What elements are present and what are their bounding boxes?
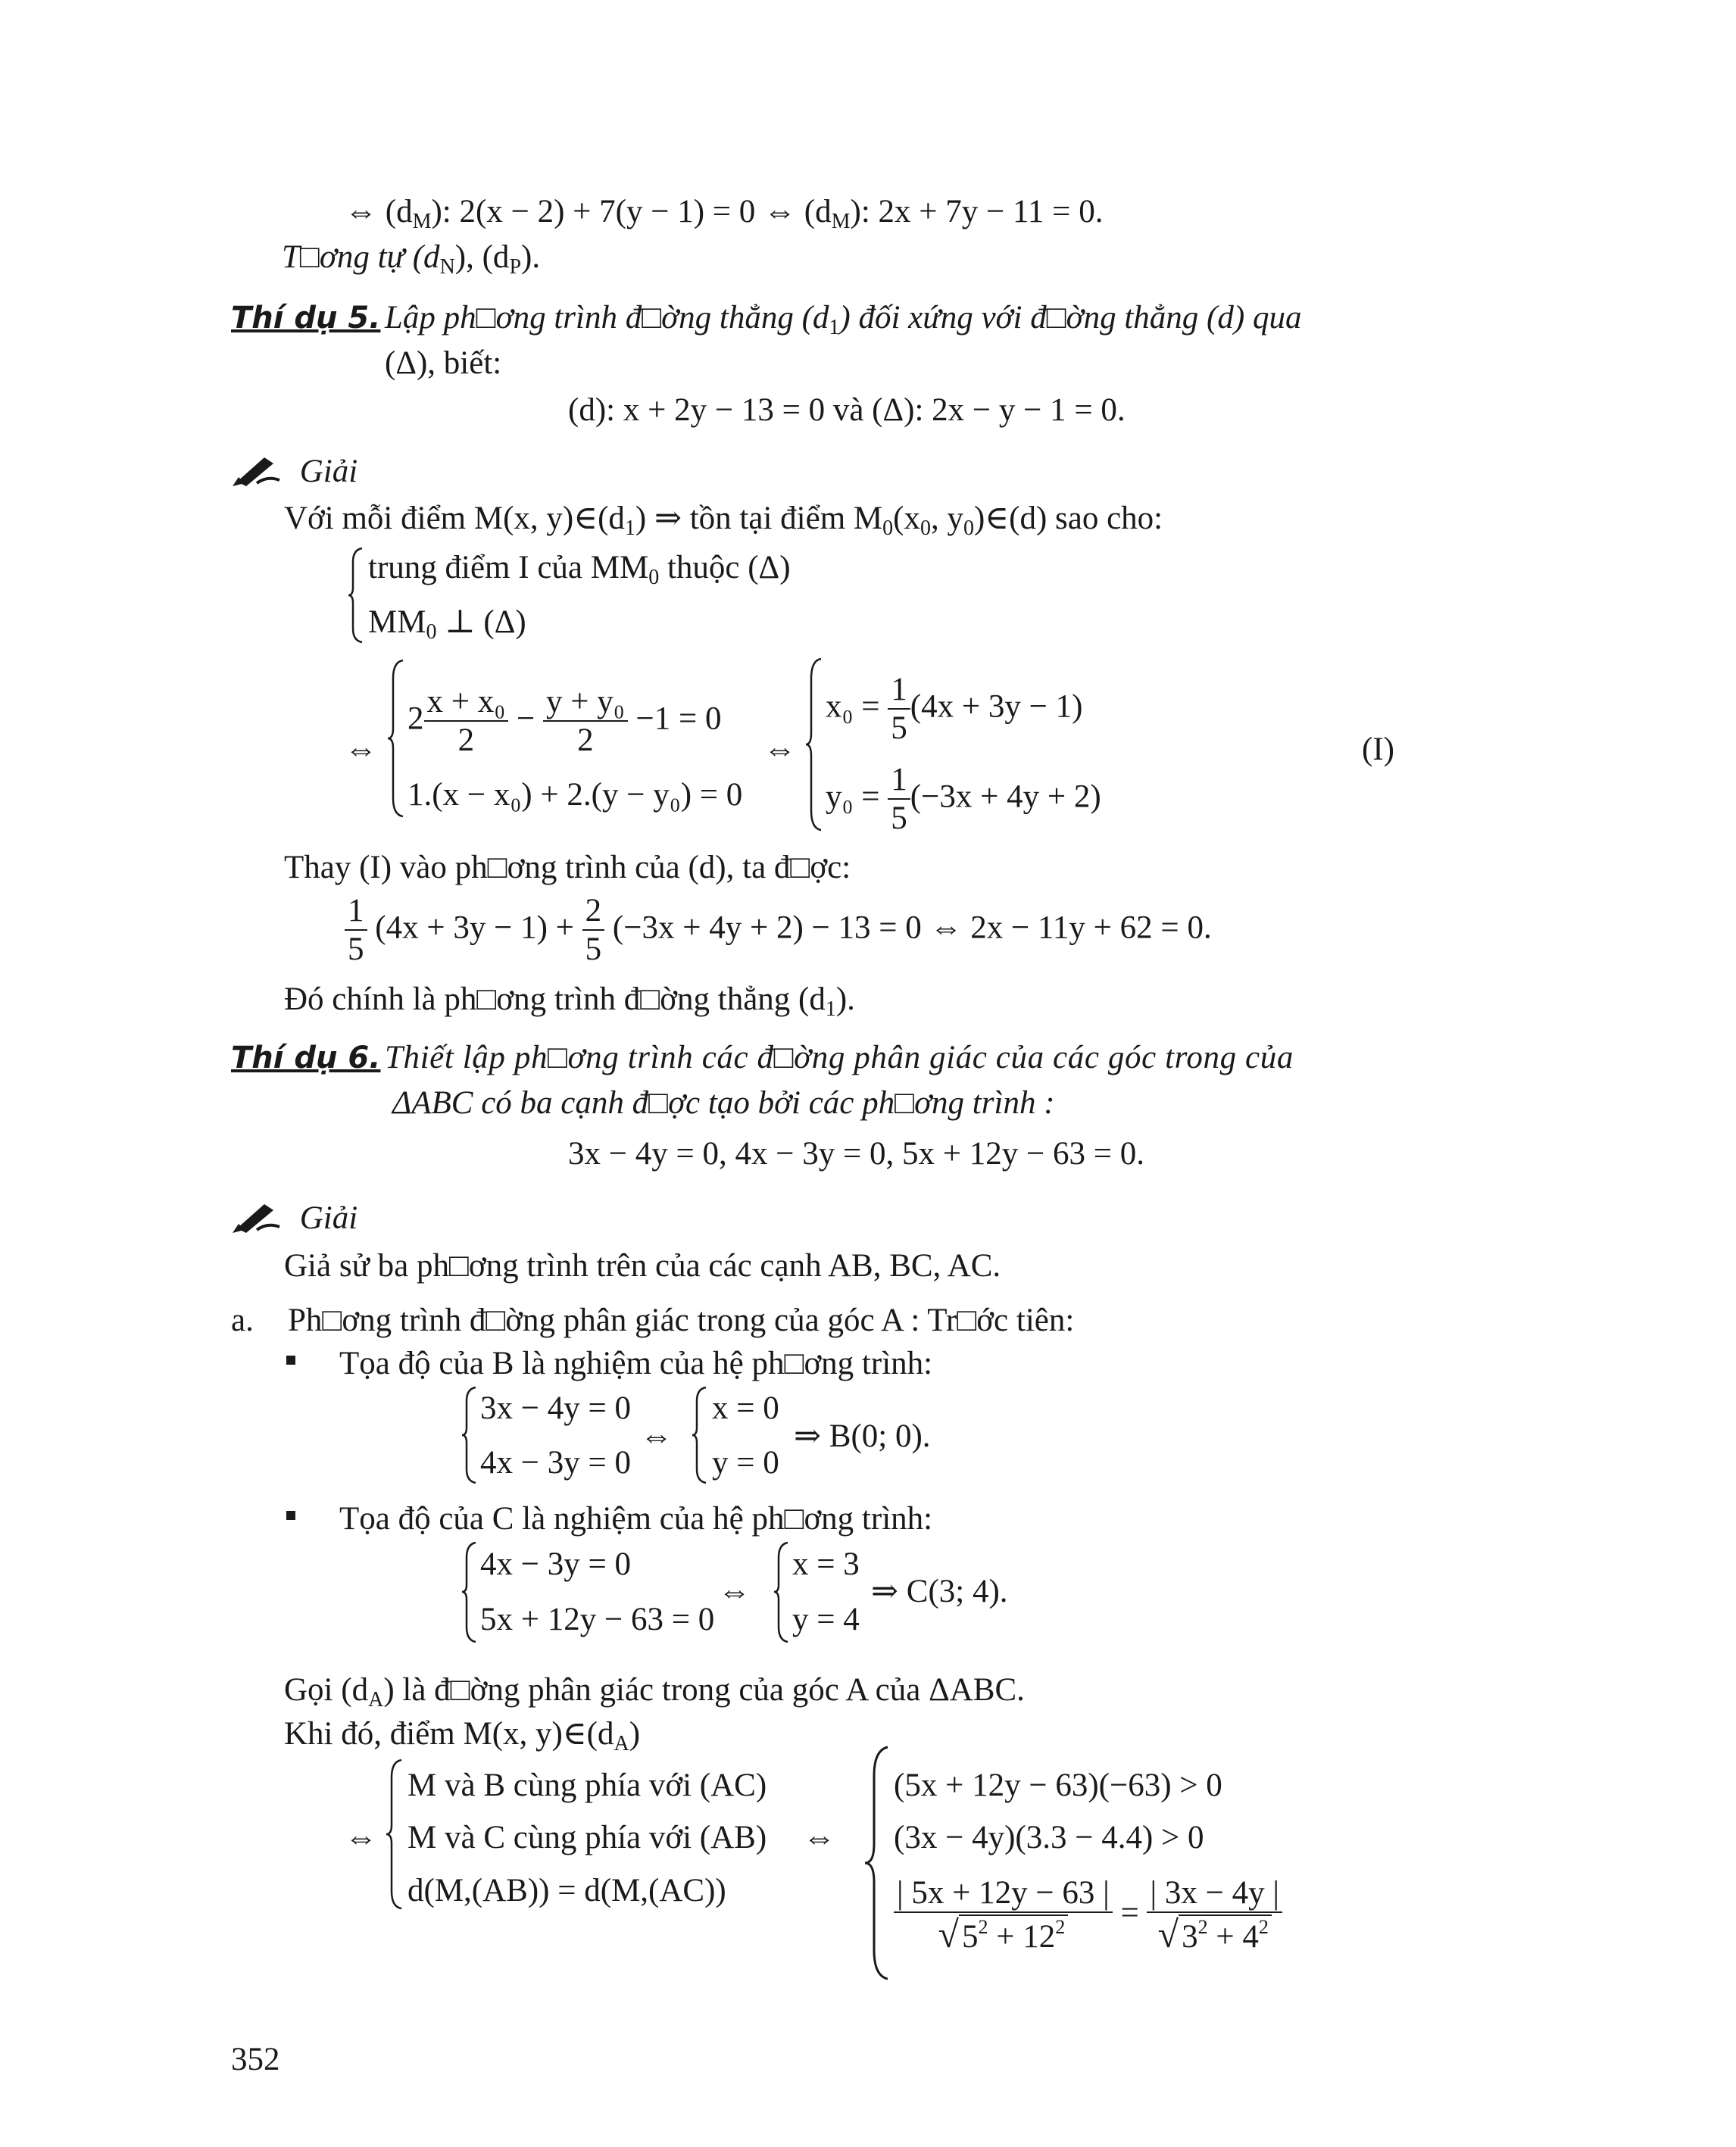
solution6-line-da: Gọi $(d_A)$ là đ□ờng phân giác trong của góc A của ΔABC. — [284, 1672, 1025, 1712]
solution6-line-1: Giả sử ba ph□ơng trình trên của các cạnh AB, BC, AC. — [284, 1248, 1001, 1284]
equiv-arrow: ⇔ — [345, 1820, 377, 1855]
result-b: ⇒ B(0; 0). — [794, 1418, 931, 1454]
bullet — [286, 1356, 295, 1365]
pen-writing-icon — [231, 1200, 283, 1234]
solution-line-3: $\frac{1}{5}$ (4x + 3y − 1) + $\frac{2}{5}$ (−3x + 4y + 2) − 13 = 0 ⇔ 2x − 11y + 62 = 0. — [345, 892, 1212, 969]
result-c: ⇒ C(3; 4). — [871, 1574, 1008, 1609]
sys-c-row-2: 5x + 12y − 63 = 0 — [480, 1602, 715, 1637]
left-brace — [804, 657, 824, 832]
final2-row-2: (3x − 4y)(3.3 − 4.4) > 0 — [894, 1820, 1204, 1855]
final-row-1: M và B cùng phía với (AC) — [407, 1768, 767, 1803]
example-6-prompt: Thiết lập ph□ơng trình các đ□ờng phân giác của các góc trong của — [385, 1040, 1294, 1075]
sys-c2-row-1: x = 3 — [792, 1546, 860, 1582]
equiv-arrow: ⇔ — [718, 1574, 751, 1609]
solution6-line-m: Khi đó, điểm M(x, $y)\in(d_A)$ — [284, 1716, 641, 1755]
left-brace — [461, 1541, 479, 1643]
example-6-heading: Thí dụ 6. — [231, 1041, 381, 1075]
system-a-row-1: 2 $\frac{\text{x + x₀}}{2}$ − $\frac{\text{y + y₀}}{2}$ −1 = 0 — [407, 684, 722, 759]
condition-midpoint: trung điểm I của $MM_0$ thuộc (Δ) — [368, 550, 791, 589]
bullet — [286, 1511, 295, 1520]
final2-row-1: (5x + 12y − 63)(−63) > 0 — [894, 1768, 1222, 1803]
example-5-prompt: Lập ph□ơng trình đ□ờng thẳng $(d_1)$ đối xứng với đ□ờng thẳng (d) qua — [385, 300, 1302, 339]
example-5-given: (d): x + 2y − 13 = 0 và (Δ): 2x − y − 1 = 0. — [568, 392, 1126, 428]
page-number: 352 — [231, 2042, 280, 2077]
sys-c2-row-2: y = 4 — [792, 1602, 860, 1637]
example-5-prompt-cont: (Δ), biết: — [385, 345, 502, 381]
system-a-row-2: 1.(x − x₀) + 2.(y − y₀) = 0 — [407, 777, 743, 813]
example-6-given: 3x − 4y = 0, 4x − 3y = 0, 5x + 12y − 63 = 0. — [568, 1136, 1145, 1172]
pen-writing-icon — [231, 453, 283, 488]
left-brace — [773, 1541, 791, 1643]
left-brace — [461, 1386, 479, 1484]
sys-b-row-2: 4x − 3y = 0 — [480, 1445, 632, 1481]
final2-row-3: $\frac{| 5x + 12y - 63 |}{√5^2 + 12^2}$ = $\frac{| 3x - 4y |}{√3^2 + 4^2}$ — [894, 1874, 1282, 1957]
part-a-text: Ph□ơng trình đ□ờng phân giác trong của góc A : Tr□ớc tiên: — [288, 1303, 1075, 1338]
sys-b-row-1: 3x − 4y = 0 — [480, 1390, 632, 1426]
equation-line-dm: ⇔ $(d_M)$: 2(x − 2) + 7(y − 1) = 0 ⇔ $(d_M)$: 2x + 7y − 11 = 0. — [345, 194, 1104, 233]
equiv-arrow: ⇔ — [345, 732, 377, 767]
left-brace — [347, 547, 365, 644]
part-a-label: a. — [231, 1303, 254, 1338]
equiv-arrow: ⇔ — [803, 1820, 835, 1855]
final-row-3: d(M,(AB)) = d(M,(AC)) — [407, 1873, 726, 1908]
system-b-row-2: y₀ = $\frac{1}{5}$ (−3x + 4y + 2) — [826, 762, 1101, 837]
sys-b2-row-1: x = 0 — [712, 1390, 779, 1426]
left-brace — [385, 1758, 404, 1910]
bullet-b-text: Tọa độ của B là nghiệm của hệ ph□ơng trình: — [339, 1346, 933, 1381]
left-brace — [386, 659, 406, 818]
final-row-2: M và C cùng phía với (AB) — [407, 1820, 767, 1855]
equiv-arrow: ⇔ — [763, 732, 796, 767]
condition-perpendicular: $MM_0$ ⊥ (Δ) — [368, 604, 526, 644]
sys-c-row-1: 4x − 3y = 0 — [480, 1546, 632, 1582]
solve-heading-1: Giải — [231, 453, 358, 488]
solution-line-4: Đó chính là ph□ơng trình đ□ờng thẳng $(d_1)$. — [284, 981, 855, 1021]
left-brace — [691, 1386, 709, 1484]
solution-line-1: Với mỗi điểm M(x, $y)\in(d_1)$ ⇒ tồn tại điểm $M_0(x_0$, $y_0)\in(d)$ sao cho: — [284, 501, 1163, 540]
left-brace — [863, 1746, 891, 1980]
example-6-prompt-cont: ΔABC có ba cạnh đ□ợc tạo bởi các ph□ơng trình : — [392, 1085, 1055, 1121]
similar-note: T□ơng tự $(d_N)$, $(d_P)$. — [282, 239, 541, 279]
solution-line-2: Thay (I) vào ph□ơng trình của (d), ta đ□ợc: — [284, 850, 851, 885]
equation-label-i: (I) — [1362, 732, 1394, 767]
bullet-c-text: Tọa độ của C là nghiệm của hệ ph□ơng trình: — [339, 1501, 933, 1537]
sys-b2-row-2: y = 0 — [712, 1445, 779, 1481]
system-b-row-1: x₀ = $\frac{1}{5}$ (4x + 3y − 1) — [826, 672, 1083, 747]
solve-heading-2: Giải — [231, 1200, 358, 1234]
equiv-arrow: ⇔ — [640, 1418, 673, 1454]
example-5-heading: Thí dụ 5. — [231, 301, 381, 335]
